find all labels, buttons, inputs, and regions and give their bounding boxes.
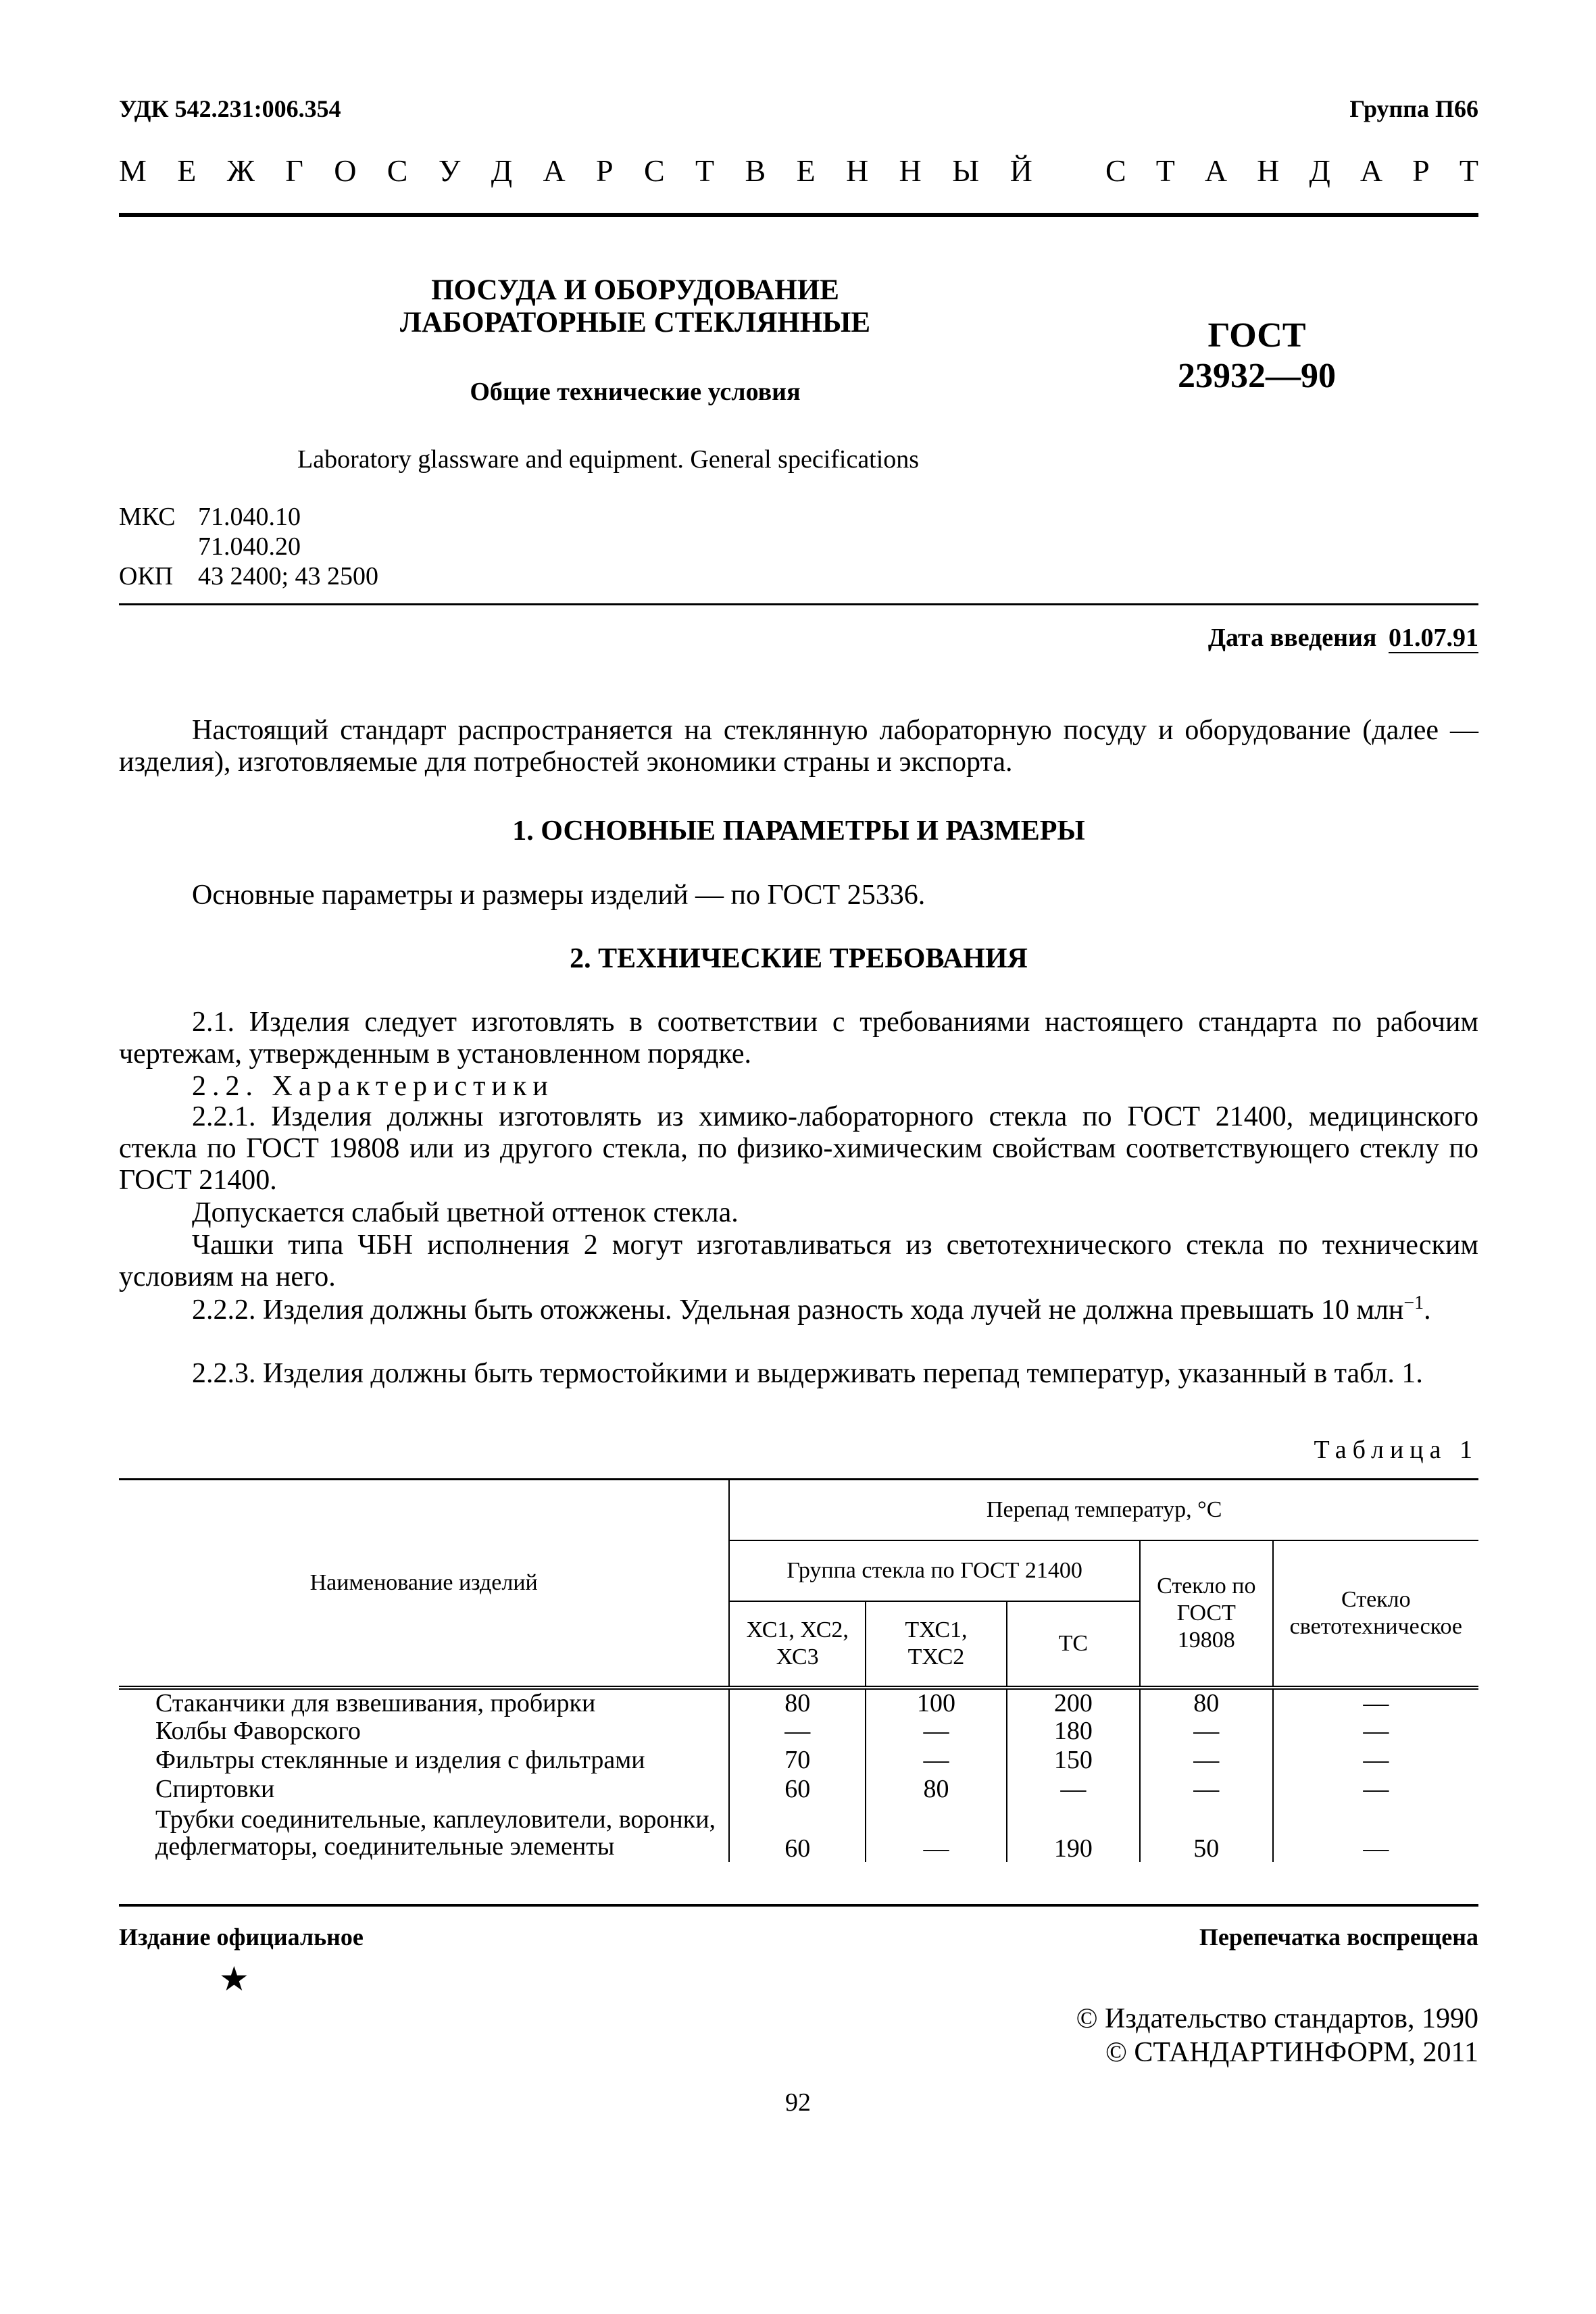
reprint-prohibited: Перепечатка воспрещена [1199,1923,1478,1951]
mks-label: МКС [119,503,176,531]
header-temperature-delta: Перепад температур, °С [729,1480,1478,1540]
cell-glass-lighting: — [1273,1804,1478,1862]
page-number: 92 [785,2088,811,2117]
header-tc: ТС [1007,1601,1140,1688]
cell-xc: 60 [729,1804,866,1862]
okp-code: 43 2400; 43 2500 [198,562,379,590]
cell-txc: 100 [866,1688,1007,1717]
intro-date-label: Дата введения [1207,624,1377,652]
copyright-2011: © СТАНДАРТИНФОРМ, 2011 [1105,2037,1478,2068]
cell-txc: — [866,1746,1007,1775]
cell-tc: 190 [1007,1804,1140,1862]
header-txc: ТХС1, ТХС2 [866,1601,1007,1688]
paragraph-2-2-2: 2.2.2. Изделия должны быть отожжены. Удельная разность хода лучей не должна превышать 10 млн$^{-1}$. [192,1292,1431,1326]
cell-glass-19808: 50 [1140,1804,1273,1862]
header-item-name: Наименование изделий [119,1480,729,1688]
table-row [119,1804,1478,1862]
mks-code-1: 71.040.10 [198,503,301,531]
cell-xc: 60 [729,1775,866,1804]
section-2-heading: 2. ТЕХНИЧЕСКИЕ ТРЕБОВАНИЯ [570,943,1028,974]
gost-label: ГОСТ [1207,316,1306,355]
table-row [119,1688,1478,1717]
cell-txc: — [866,1717,1007,1746]
header-xc: ХС1, ХС2, ХС3 [729,1601,866,1688]
header-glass-19808: Стекло по ГОСТ 19808 [1140,1540,1273,1688]
cell-glass-19808: — [1140,1775,1273,1804]
english-title: Laboratory glassware and equipment. General specifications [297,445,920,474]
section-1-heading: 1. ОСНОВНЫЕ ПАРАМЕТРЫ И РАЗМЕРЫ [512,815,1085,847]
cell-glass-19808: — [1140,1746,1273,1775]
table-row [119,1717,1478,1746]
okp-label: ОКП [119,562,174,590]
cell-glass-19808: — [1140,1717,1273,1746]
paragraph-2-2-1: 2.2.1. Изделия должны изготовлять из химико-лабораторного стекла по ГОСТ 21400, медицинского стекла по ГОСТ 19808 или из другого стекла, по физико-химическим свойствам соответствующего стеклу по ГОСТ 21400. [119,1101,1478,1196]
mks-code-2: 71.040.20 [198,532,301,561]
paragraph-2-1: 2.1. Изделия следует изготовлять в соответствии с требованиями настоящего стандарта по рабочим чертежам, утвержденным в установленном порядке. [119,1007,1478,1070]
cell-txc: 80 [866,1775,1007,1804]
banner-word-interstate: М Е Ж Г О С У Д А Р С Т В Е Н Н Ы Й [119,153,1032,188]
cell-item-name: Спиртовки [155,1775,275,1803]
cell-tc: 150 [1007,1746,1140,1775]
intro-date-value: 01.07.91 [1389,624,1478,652]
cell-glass-lighting: — [1273,1717,1478,1746]
paragraph-2-2-3: 2.2.3. Изделия должны быть термостойкими и выдерживать перепад температур, указанный в табл. 1. [192,1358,1423,1389]
intro-paragraph: Настоящий стандарт распространяется на стеклянную лабораторную посуду и оборудование (далее — изделия), изготовляемые для потребностей экономики страны и экспорта. [119,715,1478,778]
table-row [119,1775,1478,1804]
cell-tc: — [1007,1775,1140,1804]
title-line-1: ПОСУДА И ОБОРУДОВАНИЕ [431,274,839,306]
header-glass-group: Группа стекла по ГОСТ 21400 [729,1540,1140,1601]
cell-item-name: Трубки соединительные, каплеуловители, воронки, дефлегматоры, соединительные элементы [155,1805,716,1861]
paragraph-2-2: 2.2. Характеристики [192,1071,554,1102]
section-1-text: Основные параметры и размеры изделий — по ГОСТ 25336. [192,880,926,911]
udk-code: УДК 542.231:006.354 [119,95,341,122]
codes-rule [119,603,1478,605]
cell-glass-lighting: — [1273,1775,1478,1804]
title-line-2: ЛАБОРАТОРНЫЕ СТЕКЛЯННЫЕ [399,307,871,338]
cell-item-name: Фильтры стеклянные и изделия с фильтрами [155,1746,645,1774]
table-1 [119,1478,1478,1862]
intro-date [1208,623,1478,653]
cell-item-name: Стаканчики для взвешивания, пробирки [155,1688,596,1717]
group-code: Группа П66 [1349,95,1478,122]
paragraph-tint: Допускается слабый цветной оттенок стекла. [192,1197,739,1228]
cell-item-name: Колбы Фаворского [155,1717,361,1745]
header-rule [119,213,1478,217]
table-row [119,1746,1478,1775]
footer-rule [119,1904,1478,1907]
cell-glass-lighting: — [1273,1746,1478,1775]
interstate-standard-banner [119,153,1478,188]
copyright-1990: © Издательство стандартов, 1990 [1076,2003,1478,2034]
cell-glass-lighting: — [1273,1688,1478,1717]
cell-xc: 80 [729,1688,866,1717]
gost-number: 23932—90 [1178,357,1336,395]
official-edition: Издание официальное [119,1923,364,1951]
cell-glass-19808: 80 [1140,1688,1273,1717]
cell-xc: — [729,1717,866,1746]
table-1-body [119,1688,1478,1862]
paragraph-cups: Чашки типа ЧБН исполнения 2 могут изготавливаться из светотехнического стекла по техническим условиям на него. [119,1230,1478,1292]
star-icon: ★ [219,1960,249,1998]
cell-tc: 200 [1007,1688,1140,1717]
banner-word-standard: С Т А Н Д А Р Т [1105,153,1478,188]
table-1-caption: Таблица 1 [1314,1436,1478,1464]
subtitle: Общие технические условия [470,378,801,406]
header-glass-lighting: Стекло светотехническое [1273,1540,1478,1688]
cell-txc: — [866,1804,1007,1862]
cell-xc: 70 [729,1746,866,1775]
cell-tc: 180 [1007,1717,1140,1746]
